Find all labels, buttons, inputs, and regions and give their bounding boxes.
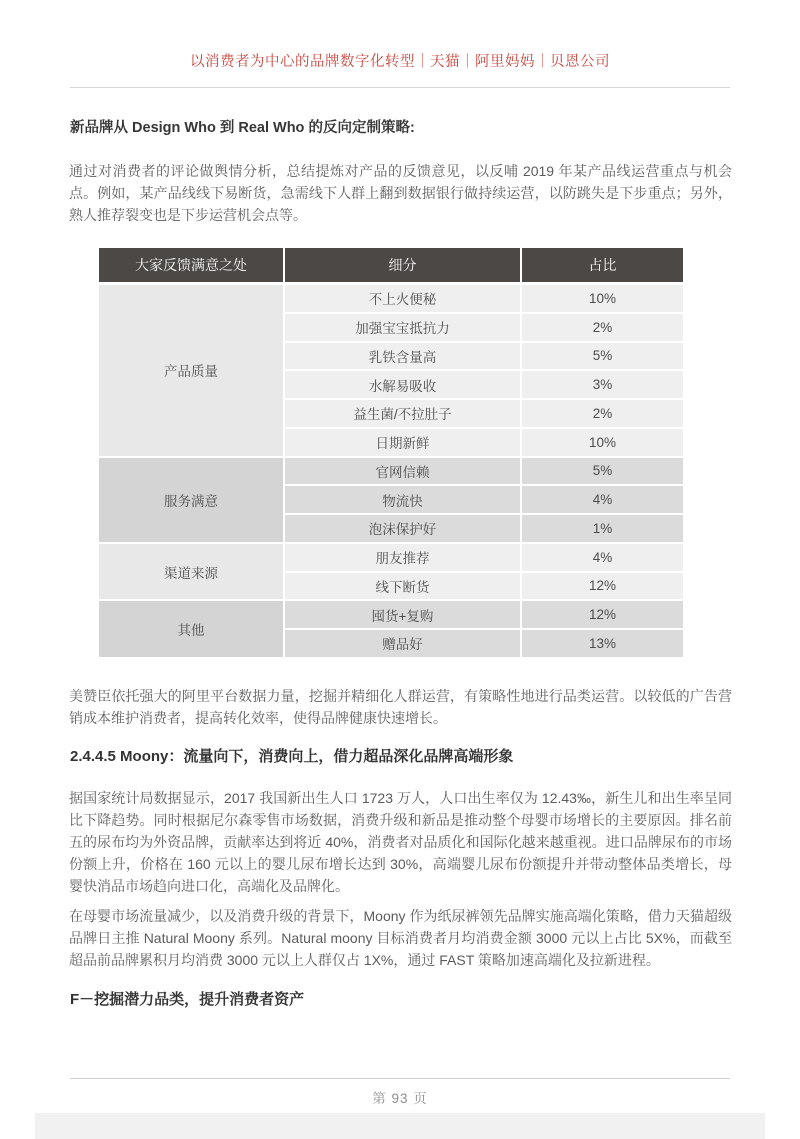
heading-potential-category: F－挖掘潜力品类，提升消费者资产: [70, 991, 305, 1008]
column-header-category: 大家反馈满意之处: [99, 248, 283, 285]
share-cell: 10%: [520, 429, 683, 458]
document-header-title: 以消费者为中心的品牌数字化转型｜天猫｜阿里妈妈｜贝恩公司: [190, 54, 610, 70]
paragraph-market-data: 据国家统计局数据显示，2017 我国新出生人口 1723 万人，人口出生率仅为 12.43‰，新生儿和出生率呈同比下降趋势。同时根据尼尔森零售市场数据，消费升级和新品是推动整个母婴市场增长的主要原因。排名前五的尿布均为外资品牌，贡献率达到将近 40%，消费者对品质化和国际化越来越重视。进口品牌尿布的市场份额上升，价格在 160 元以上的婴儿尿布增长达到 30%，高端婴儿尿布份额提升并带动整体品类增长，母婴快消品市场趋向进口化，高端化及品牌化。: [69, 790, 732, 894]
section-title: 新品牌从 Design Who 到 Real Who 的反向定制策略:: [70, 120, 415, 136]
paragraph-moony-strategy: 在母婴市场流量减少，以及消费升级的背景下，Moony 作为纸尿裤领先品牌实施高端化策略，借力天猫超级品牌日主推 Natural Moony 系列。Natural moony 目标消费者月均消费金额 3000 元以上占比 5X%，而截至超品前品牌累积月均消费 3000 元以上人群仅占 1X%，通过 FAST 策略加速高端化及拉新进程。: [69, 908, 732, 968]
header-divider: [70, 87, 730, 88]
share-cell: 3%: [520, 371, 683, 400]
share-cell: 2%: [520, 314, 683, 343]
table-header-row: [99, 248, 683, 285]
category-cell: 产品质量: [99, 285, 283, 458]
detail-cell: 乳铁含量高: [283, 343, 520, 372]
column-header-detail: 细分: [283, 248, 520, 285]
detail-cell: 朋友推荐: [283, 544, 520, 573]
detail-cell: 加强宝宝抵抗力: [283, 314, 520, 343]
share-cell: 13%: [520, 630, 683, 659]
table-row: [99, 601, 683, 630]
share-cell: 4%: [520, 544, 683, 573]
category-cell: 其他: [99, 601, 283, 659]
detail-cell: 物流快: [283, 486, 520, 515]
share-cell: 2%: [520, 400, 683, 429]
footer-divider: [70, 1078, 730, 1079]
paragraph-meadjohnson: 美赞臣依托强大的阿里平台数据力量，挖掘并精细化人群运营，有策略性地进行品类运营。以较低的广告营销成本维护消费者，提高转化效率，使得品牌健康快速增长。: [69, 688, 732, 726]
detail-cell: 赠品好: [283, 630, 520, 659]
table-row: [99, 285, 683, 314]
page-number: 第 93 页: [372, 1091, 428, 1106]
share-cell: 4%: [520, 486, 683, 515]
feedback-table-wrap: [99, 248, 683, 659]
detail-cell: 水解易吸收: [283, 371, 520, 400]
share-cell: 12%: [520, 601, 683, 630]
share-cell: 12%: [520, 573, 683, 602]
share-cell: 5%: [520, 343, 683, 372]
page-bottom-shade: [35, 1113, 765, 1139]
paragraph-sentiment-analysis: 通过对消费者的评论做舆情分析，总结提炼对产品的反馈意见，以反哺 2019 年某产品线运营重点与机会点。例如，某产品线线下易断货，急需线下人群上翻到数据银行做持续运营，以防跳失是下步重点；另外，熟人推荐裂变也是下步运营机会点等。: [69, 163, 732, 223]
detail-cell: 日期新鲜: [283, 429, 520, 458]
share-cell: 10%: [520, 285, 683, 314]
detail-cell: 线下断货: [283, 573, 520, 602]
column-header-share: 占比: [520, 248, 683, 285]
share-cell: 5%: [520, 458, 683, 487]
detail-cell: 泡沫保护好: [283, 515, 520, 544]
heading-moony: 2.4.4.5 Moony：流量向下，消费向上，借力超品深化品牌高端形象: [70, 748, 514, 765]
share-cell: 1%: [520, 515, 683, 544]
detail-cell: 官网信赖: [283, 458, 520, 487]
detail-cell: 不上火便秘: [283, 285, 520, 314]
feedback-table-head: [99, 248, 683, 285]
category-cell: 服务满意: [99, 458, 283, 544]
table-row: [99, 544, 683, 573]
category-cell: 渠道来源: [99, 544, 283, 602]
detail-cell: 益生菌/不拉肚子: [283, 400, 520, 429]
feedback-table: [99, 248, 683, 659]
table-row: [99, 458, 683, 487]
detail-cell: 囤货+复购: [283, 601, 520, 630]
feedback-table-body: [99, 285, 683, 659]
